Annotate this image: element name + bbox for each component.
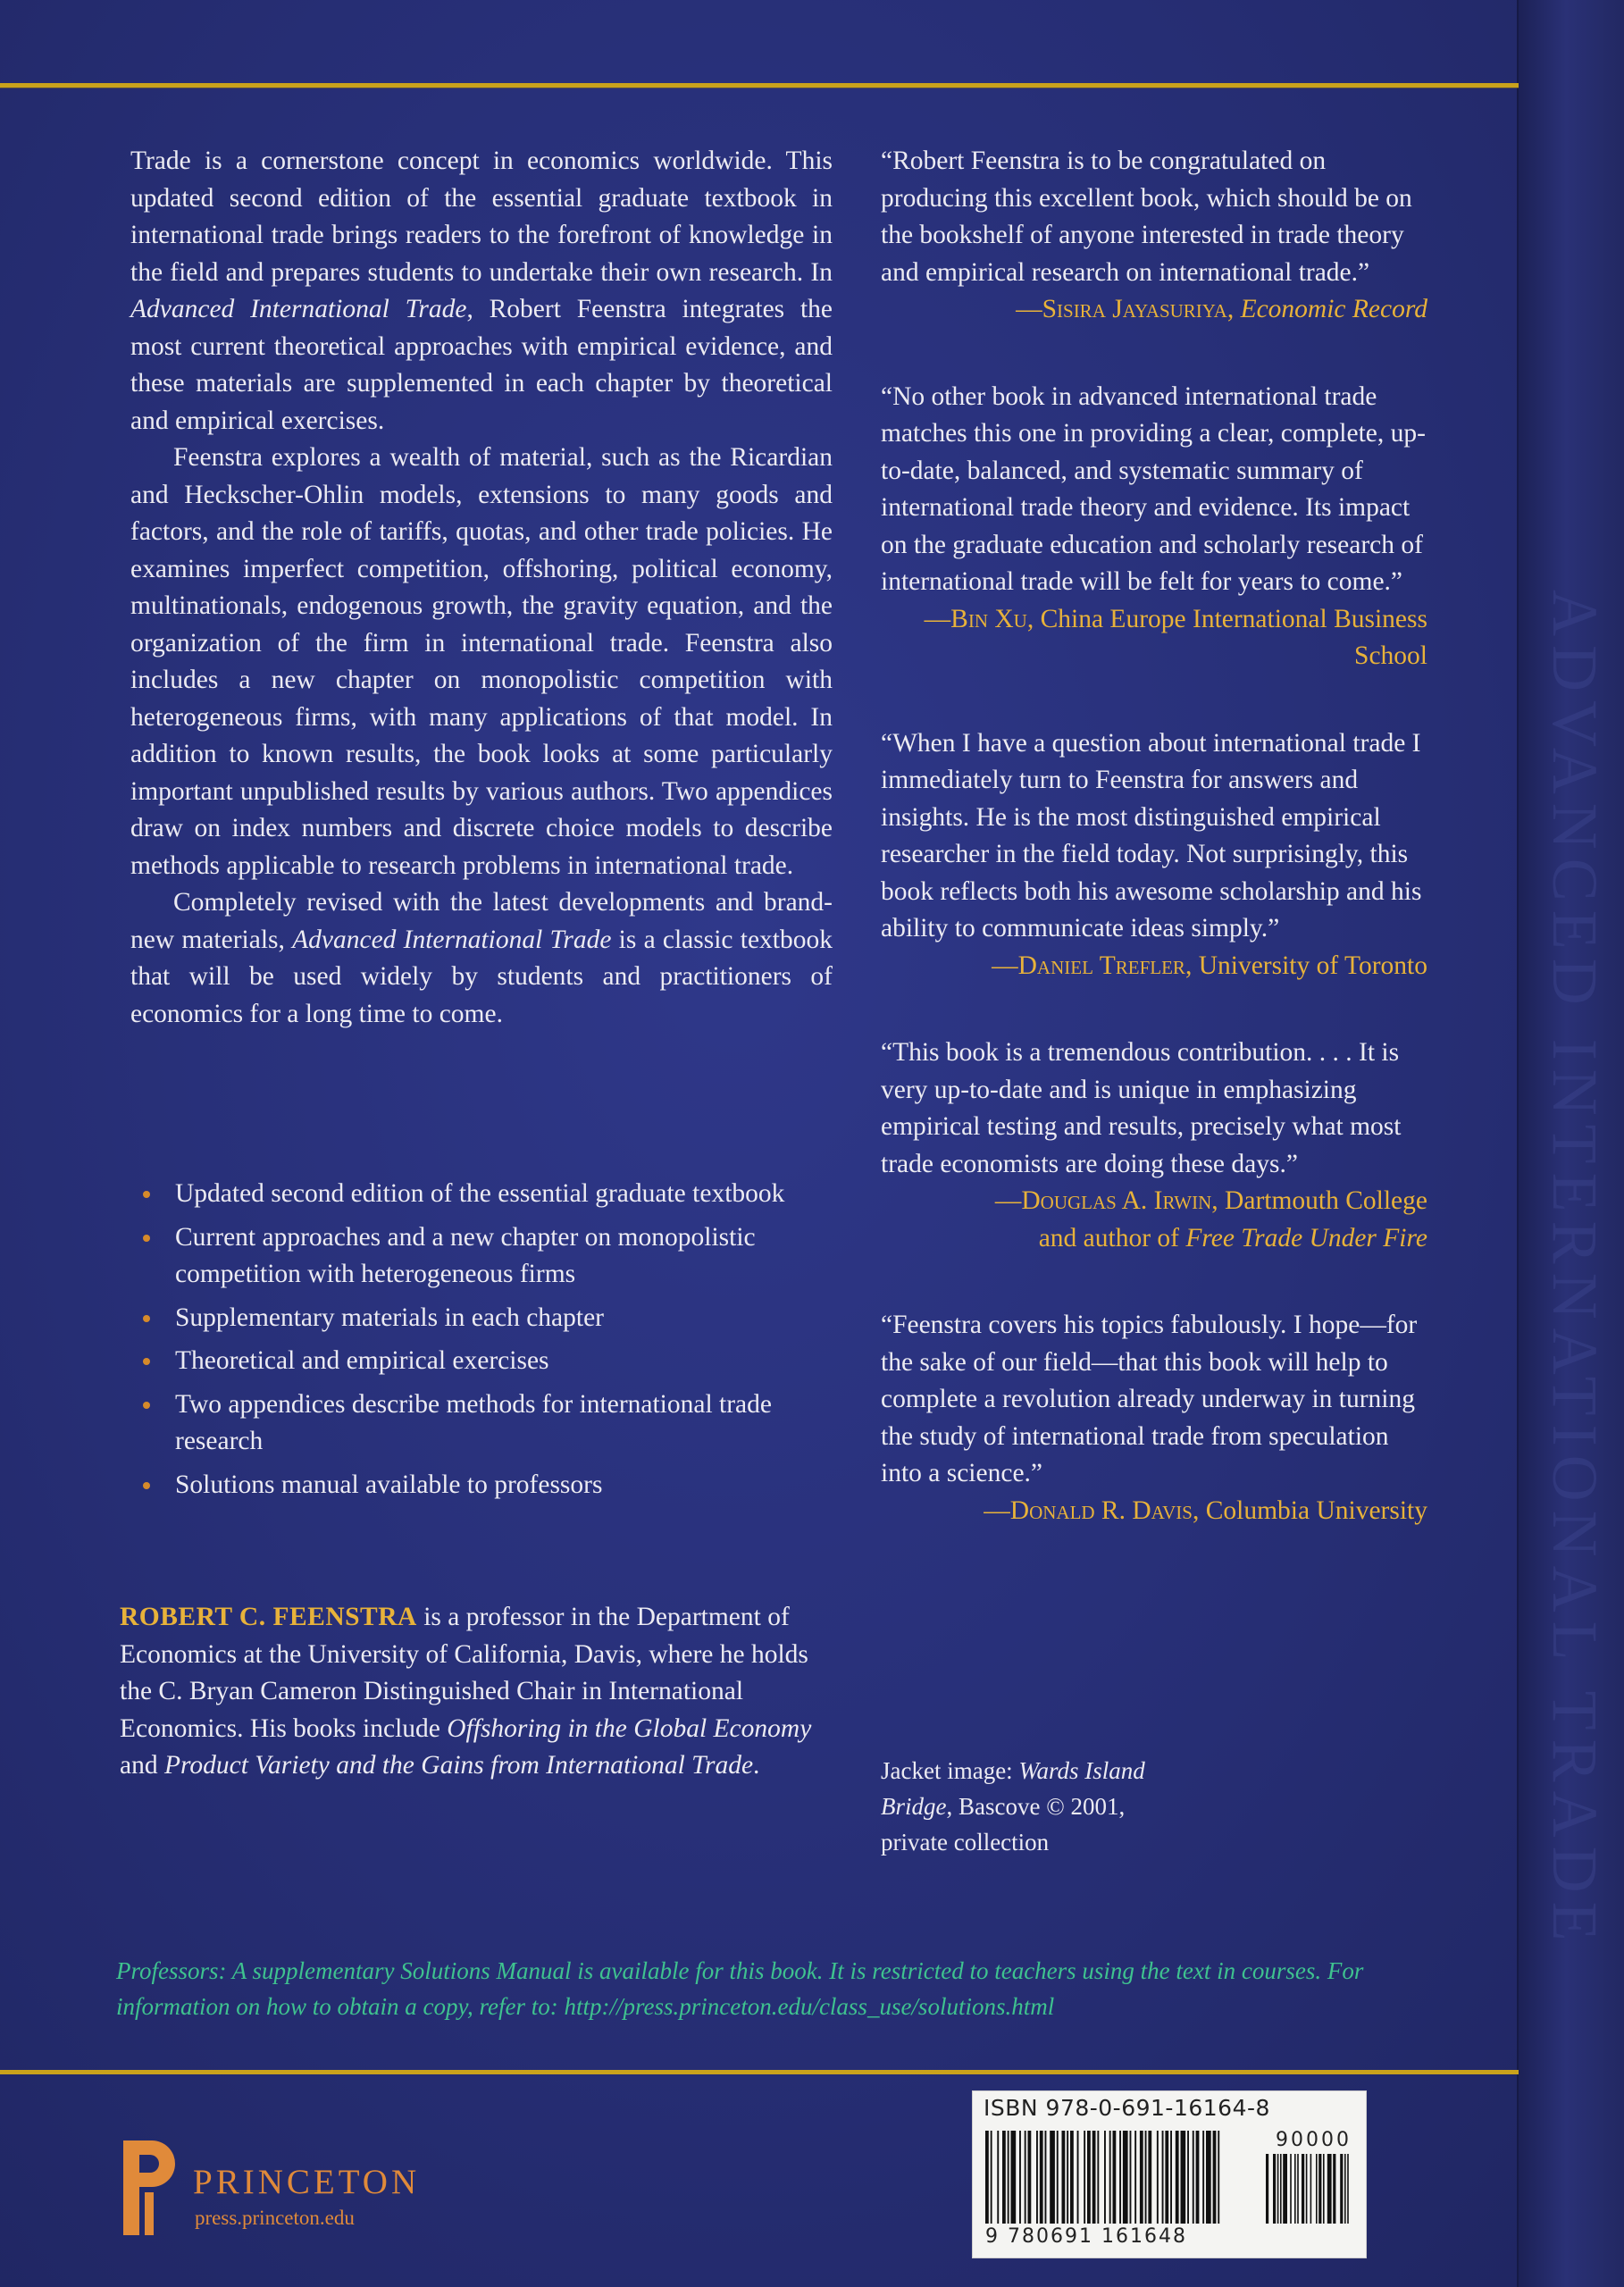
barcode-stripe [1294, 2154, 1296, 2224]
barcode-stripe [1333, 2154, 1335, 2224]
endorsement-quote [881, 725, 1427, 985]
endorsement-quote [881, 143, 1427, 329]
bullet-dot-icon [143, 1402, 150, 1409]
barcode-stripe [1050, 2131, 1055, 2224]
book-title-inline: Advanced International Trade [292, 925, 612, 954]
feature-bullet: Current approaches and a new chapter on monopolistic competition with heterogeneous firms [143, 1219, 822, 1294]
barcode-stripe [1202, 2131, 1204, 2224]
barcode-stripe [1070, 2131, 1074, 2224]
barcode-stripe [1302, 2154, 1304, 2224]
book-spine [1517, 0, 1624, 2287]
book-title-inline: Advanced International Trade [130, 295, 467, 323]
barcode-stripe [1025, 2131, 1026, 2224]
barcode-stripe [1008, 2131, 1009, 2224]
professors-note: Professors: A supplementary Solutions Manual is available for this book. It is restricted to teachers using the text in courses. For information on how to obtain a copy, refer to: http://press.princeton.edu/class_use/solutions.html [116, 1957, 1364, 2020]
author-bio: ROBERT C. FEENSTRA is a professor in the Department of Economics at the University of California, Davis, where he holds the C. Bryan Cameron Distinguished Chair in International Economics. His books include Offshoring in the Global Economy and Product Variety and the Gains from International Trade. [120, 1603, 812, 1780]
bullet-dot-icon [143, 1315, 150, 1322]
barcode-stripe [991, 2131, 992, 2224]
barcode-stripe [1273, 2154, 1276, 2224]
quote-text: “No other book in advanced international trade matches this one in providing a clear, complete, up-to-date, balanced, and systematic summary of international trade theory and evidence. Its impact on the graduate education and scholarly research of international trade will be felt for years to come.” [881, 381, 1426, 596]
barcode-stripe [1077, 2131, 1079, 2224]
bullet-dot-icon [143, 1191, 150, 1198]
endorsement-quote [881, 1307, 1427, 1529]
barcode-stripe [1170, 2131, 1172, 2224]
barcode-stripe [1290, 2154, 1292, 2224]
barcode-stripe [1193, 2131, 1194, 2224]
barcode-stripe [1092, 2131, 1096, 2224]
description-paragraph-1: Trade is a cornerstone concept in economics worldwide. This updated second edition of the essential graduate textbook in international trade brings readers to the forefront of knowledge in the field and prepares students to undertake their own research. In Advanced International Trade, Robert Feenstra integrates the most current theoretical approaches with empirical evidence, and these materials are supplemented in each chapter by theoretical and empirical exercises. [130, 147, 833, 435]
barcode-stripe [997, 2131, 999, 2224]
quote-attribution: —Douglas A. Irwin, Dartmouth College and author of Free Trade Under Fire [994, 1186, 1427, 1252]
isbn-barcode [972, 2090, 1367, 2258]
barcode-stripe [1119, 2131, 1121, 2224]
barcode-stripe [1011, 2131, 1017, 2224]
bullet-dot-icon [143, 1482, 150, 1489]
isbn-label: ISBN 978-0-691-16164-8 [984, 2095, 1270, 2121]
feature-bullet-list [143, 1176, 822, 1510]
barcode-stripe [1002, 2131, 1006, 2224]
barcode-stripe [985, 2131, 989, 2224]
barcode-stripe [1084, 2131, 1085, 2224]
quote-text: “This book is a tremendous contribution. . . . It is very up-to-date and is unique in emphasizing empirical testing and results, precisely what most trade economists are doing these days.” [881, 1038, 1402, 1178]
barcode-stripe [1181, 2131, 1186, 2224]
price-code: 90000 [1276, 2129, 1352, 2151]
quote-text: “Feenstra covers his topics fabulously. I hope—for the sake of our field—that this book will help to complete a revolution already underway in turning the study of international trade from speculation into a science.” [881, 1311, 1418, 1487]
barcode-stripe [1318, 2154, 1321, 2224]
barcode-stripe [1196, 2131, 1200, 2224]
endorsement-quote [881, 379, 1427, 675]
barcode-number: 9 780691 161648 [985, 2225, 1360, 2248]
bullet-dot-icon [143, 1358, 150, 1365]
publisher-url[interactable]: press.princeton.edu [195, 2207, 355, 2229]
barcode-stripe [1036, 2131, 1038, 2224]
endorsements [881, 143, 1427, 1579]
barcode-stripe [1113, 2131, 1117, 2224]
description-paragraph-2: Feenstra explores a wealth of material, such as the Ricardian and Heckscher-Ohlin models, extensions to many goods and factors, and the role of tariffs, quotas, and other trade policies. He examines imperfect competition, offshoring, political economy, multinationals, endogenous growth, the gravity equation, and the organization of the firm in international trade. Feenstra also includes a new chapter on monopolistic competition with heterogeneous firms, with many applications of that model. In addition to known results, the book looks at some particularly important unpublished results by various authors. Two appendices draw on index numbers and discrete choice models to describe methods applicable to research problems in international trade. [130, 443, 833, 880]
barcode-stripe [1176, 2131, 1179, 2224]
barcode-stripe [1123, 2131, 1128, 2224]
author-book-title: Product Variety and the Gains from International Trade [163, 1751, 754, 1780]
barcode-stripe [1109, 2131, 1111, 2224]
barcode-stripe [1218, 2131, 1219, 2224]
feature-bullet: Theoretical and empirical exercises [143, 1343, 822, 1380]
bottom-gold-rule [0, 2070, 1519, 2074]
princeton-logo-icon [118, 2135, 180, 2241]
barcode-stripe [1087, 2131, 1091, 2224]
barcode-stripe [1283, 2154, 1287, 2224]
barcode-stripe [1347, 2154, 1349, 2224]
endorsement-quote [881, 1035, 1427, 1257]
barcode-stripe [1344, 2154, 1346, 2224]
barcode-stripe [1277, 2154, 1279, 2224]
quote-attribution: —Sisira Jayasuriya, Economic Record [1016, 295, 1427, 323]
feature-bullet: Two appendices describe methods for international trade research [143, 1386, 822, 1461]
barcode-stripe [1140, 2131, 1143, 2224]
barcode-stripe [1297, 2154, 1299, 2224]
barcode-stripe [1213, 2131, 1217, 2224]
barcode-stripe [1162, 2131, 1164, 2224]
barcode-stripe [1057, 2131, 1059, 2224]
barcode-stripe [1045, 2131, 1047, 2224]
barcode-stripe [1040, 2131, 1043, 2224]
jacket-credit: Jacket image: Wards Island Bridge, Bascove © 2001, private collection [881, 1757, 1145, 1856]
barcode-stripe [1130, 2131, 1132, 2224]
barcode-stripe [1097, 2131, 1099, 2224]
barcode-stripe [1310, 2154, 1312, 2224]
feature-bullet: Updated second edition of the essential graduate textbook [143, 1176, 822, 1213]
description-paragraph-3: Completely revised with the latest developments and brand-new materials, Advanced International Trade is a classic textbook that will be used widely by students and practitioners of economics for a long time to come. [130, 888, 833, 1028]
barcode-stripe [1206, 2131, 1211, 2224]
quote-attribution: —Bin Xu, China Europe International Business School [924, 604, 1427, 670]
barcode-stripe [1148, 2131, 1151, 2224]
book-description [130, 143, 833, 1033]
barcode-stripe [1306, 2154, 1308, 2224]
barcode-stripe [1187, 2131, 1189, 2224]
quote-attribution: —Daniel Trefler, University of Toronto [992, 951, 1427, 980]
barcode-stripe [1157, 2131, 1159, 2224]
publisher-name: PRINCETON [193, 2163, 421, 2201]
barcode-stripe [1028, 2131, 1032, 2224]
barcode-stripe [1323, 2154, 1325, 2224]
author-name: ROBERT C. FEENSTRA [120, 1603, 417, 1631]
barcode-stripe [1104, 2131, 1106, 2224]
feature-bullet: Supplementary materials in each chapter [143, 1300, 822, 1337]
barcode-stripe [1165, 2131, 1168, 2224]
quote-text: “When I have a question about international trade I immediately turn to Feenstra for answers and insights. He is the most distinguished empirical researcher in the field today. Not surprisingly, this book reflects both his awesome scholarship and his ability to communicate ideas simply.” [881, 728, 1422, 942]
feature-bullet: Solutions manual available to professors [143, 1467, 822, 1504]
barcode-stripe [1145, 2131, 1147, 2224]
barcode-stripe [1266, 2154, 1268, 2224]
barcode-stripe [1062, 2131, 1066, 2224]
barcode-stripe [1019, 2131, 1021, 2224]
barcode-stripe [1316, 2154, 1318, 2224]
quote-text: “Robert Feenstra is to be congratulated on producing this excellent book, which should be on the bookshelf of anyone interested in trade theory and empirical research on international trade.” [881, 147, 1412, 287]
barcode-stripe [1280, 2154, 1282, 2224]
spine-title: ADVANCED INTERNATIONAL TRADE [1539, 590, 1611, 1950]
barcode-stripe [1340, 2154, 1343, 2224]
barcode-stripe [1327, 2154, 1332, 2224]
barcode-stripe [1134, 2131, 1136, 2224]
author-book-title: Offshoring in the Global Economy [447, 1713, 812, 1743]
barcode-stripe [1067, 2131, 1068, 2224]
quote-attribution: —Donald R. Davis, Columbia University [984, 1495, 1427, 1525]
bullet-dot-icon [143, 1235, 150, 1242]
